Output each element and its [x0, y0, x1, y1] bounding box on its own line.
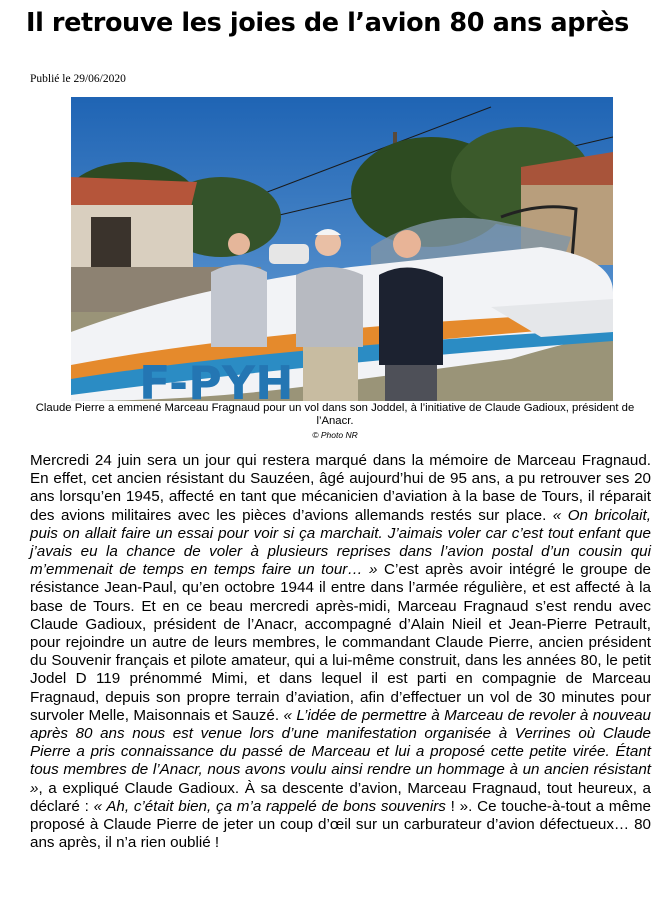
photo-caption: Claude Pierre a emmené Marceau Fragnaud pour un vol dans son Joddel, à l’initiative de Claude Gadioux, président de l’Anacr. — [35, 402, 635, 427]
article-title: Il retrouve les joies de l’avion 80 ans après — [26, 8, 629, 38]
plane-registration: F-PYH — [139, 356, 294, 401]
article-body — [30, 452, 651, 852]
article-photo — [71, 97, 613, 401]
body-paragraph-part: , a expliqué Claude Gadioux. À sa descente d’avion, Marceau Fragnaud, tout heureux, a déclaré : — [30, 779, 651, 815]
body-quote: « Ah, c’était bien, ça m’a rappelé de bons souvenirs — [93, 797, 446, 815]
publication-date: Publié le 29/06/2020 — [30, 73, 126, 85]
body-quote: « L’idée de permettre à Marceau de revoler à nouveau après 80 ans nous est venue lors d’une manifestation organisée à Verrines où Claude Pierre a pris connaissance du passé de Marceau et lui a proposé cette petite virée. Étant tous membres de l’Anacr, nous avons voulu ainsi rendre un hommage à un ancien résistant » — [30, 706, 651, 797]
body-paragraph-part: ! ». Ce touche-à-tout a même proposé à Claude Pierre de jeter un coup d’œil sur un carburateur d’avion défectueux… 80 ans après, il n’a rien oublié ! — [30, 797, 651, 852]
photo-credit: © Photo NR — [312, 430, 358, 440]
body-paragraph-part: Mercredi 24 juin sera un jour qui restera marqué dans la mémoire de Marceau Fragnaud. En effet, cet ancien résistant du Sauzéen, âgé aujourd’hui de 95 ans, a pu retrouver ses 20 ans lorsqu’en 1945, affecté en tant que mécanicien d’aviation à la base de Tours, il réparait des avions militaires avec les pièces d’avions allemands restés sur place. — [30, 452, 651, 524]
body-quote: « On bricolait, puis on allait faire un essai pour voir si ça marchait. J’aimais voler car c’est tout enfant que j’avais eu la chance de voler à plusieurs reprises dans l’avion postal d’un cousin qui m’emmenait de temps en temps faire un tour… » — [30, 506, 651, 579]
body-paragraph-part: C’est après avoir intégré le groupe de résistance Jean-Paul, qu’en octobre 1944 il entre dans l’armée régulière, et est affecté à la base de Tours. Et en ce beau mercredi après-midi, Marceau Fragnaud s’est rendu avec Claude Gadioux, président de l’Anacr, accompagné d’Alain Nieil et Jean-Pierre Petrault, pour rejoindre un autre de leurs membres, le commandant Claude Pierre, ancien président du Souvenir français et pilote amateur, qui a lui-même construit, dans les années 80, le petit Jodel D 119 prénommé Mimi, et dans lequel il est parti en compagnie de Marceau Fragnaud, depuis son propre terrain d’aviation, afin d’effectuer un vol de 30 minutes pour survoler Melle, Maisonnais et Sauzé. — [30, 561, 651, 724]
